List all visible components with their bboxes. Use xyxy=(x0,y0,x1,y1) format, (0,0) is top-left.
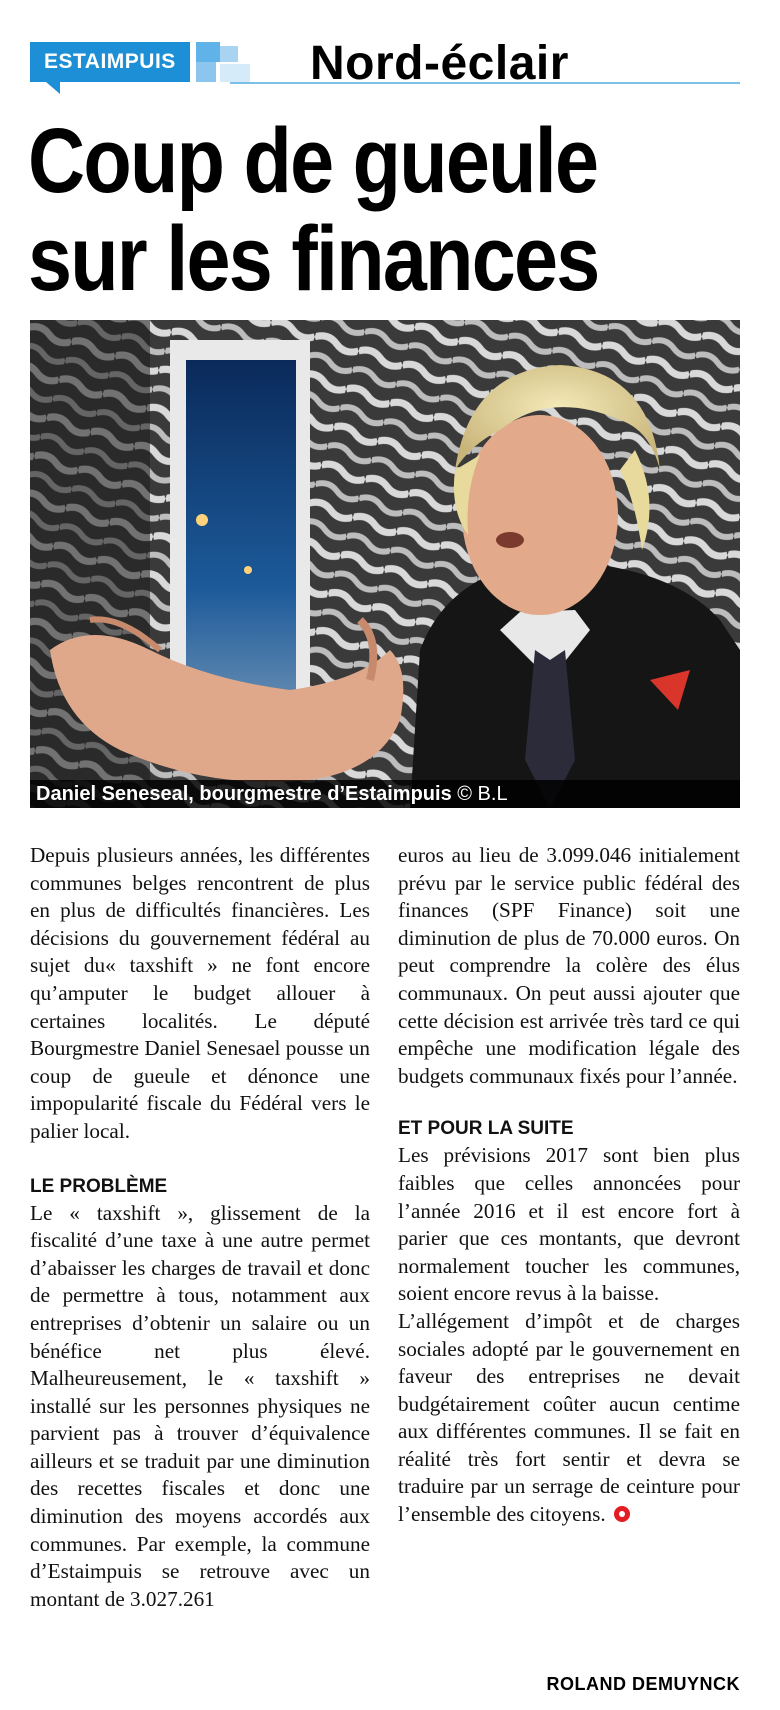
article-column-left xyxy=(30,842,370,1613)
photo-caption xyxy=(30,780,740,808)
photo-credit: © B.L xyxy=(457,783,508,805)
section-heading-suite: ET POUR LA SUITE xyxy=(398,1118,574,1140)
section-tag-decoration xyxy=(196,42,276,82)
section-text-probleme-continued: euros au lieu de 3.099.046 initialement prévu par le service public fédéral des finances (SPF Finance) soit une diminution de plus de 70.000 euros. On peut comprendre la colère des élus communaux. On peut aussi ajouter que cette décision est arrivée très tard ce qui empêche une modification légale des budgets communaux fixés pour l’année. xyxy=(398,843,740,1088)
author-byline: ROLAND DEMUYNCK xyxy=(546,1674,740,1694)
article-photo xyxy=(30,320,740,808)
section-heading-probleme: LE PROBLÈME xyxy=(30,1175,168,1197)
end-of-article-icon xyxy=(614,1506,630,1522)
section-text-suite-2-body: L’allégement d’impôt et de charges sociales adopté par le gouvernement en faveur des entreprises ne devait budgétairement coûter aucun centime aux différentes communes. Il se fait en réalité très fort sentir et devra se traduire par un serrage de ceinture pour l’ensemble des citoyens. xyxy=(398,1308,740,1527)
section-tag-tail xyxy=(46,82,60,94)
section-text-suite-1: Les prévisions 2017 sont bien plus faibles que celles annoncées pour l’année 2016 et il est encore fort à parier que ces montants, que devront normalement toucher les communes, soient encore revus à la baisse. xyxy=(398,1143,740,1306)
article-intro: Depuis plusieurs années, les différentes communes belges rencontrent de plus en plus de difficultés financières. Les décisions du gouvernement fédéral au sujet du« taxshift » ne font encore qu’amputer le budget allouer à certaines localités. Le député Bourgmestre Daniel Senesael pousse un coup de gueule et dénonce une impopularité fiscale du Fédéral vers le palier local. xyxy=(30,843,370,1143)
article-column-right xyxy=(398,842,740,1529)
page-header xyxy=(30,38,740,108)
newspaper-masthead: Nord-éclair xyxy=(310,37,569,90)
section-text-suite-2 xyxy=(398,1308,740,1529)
headline-line-2: sur les finances xyxy=(28,208,599,310)
headline-line-1: Coup de gueule xyxy=(28,110,598,212)
caption-text: Daniel Seneseal, bourgmestre d’Estaimpuis xyxy=(36,783,452,805)
section-text-probleme: Le « taxshift », glissement de la fiscalité d’une taxe à une autre permet d’abaisser les charges de travail et donc de permettre à tous, notamment aux entreprises d’obtenir un salaire ou un bénéfice net plus élevé. Malheureusement, le « taxshift » installé sur les personnes physiques ne parvient pas à trouver d’équivalence ailleurs et se traduit par une diminution des recettes fiscales et donc une diminution des moyens accordés aux communes. Par exemple, la commune d’Estaimpuis se retrouve avec un montant de 3.027.261 xyxy=(30,1200,370,1611)
section-tag: ESTAIMPUIS xyxy=(30,42,190,82)
headline xyxy=(28,112,647,308)
